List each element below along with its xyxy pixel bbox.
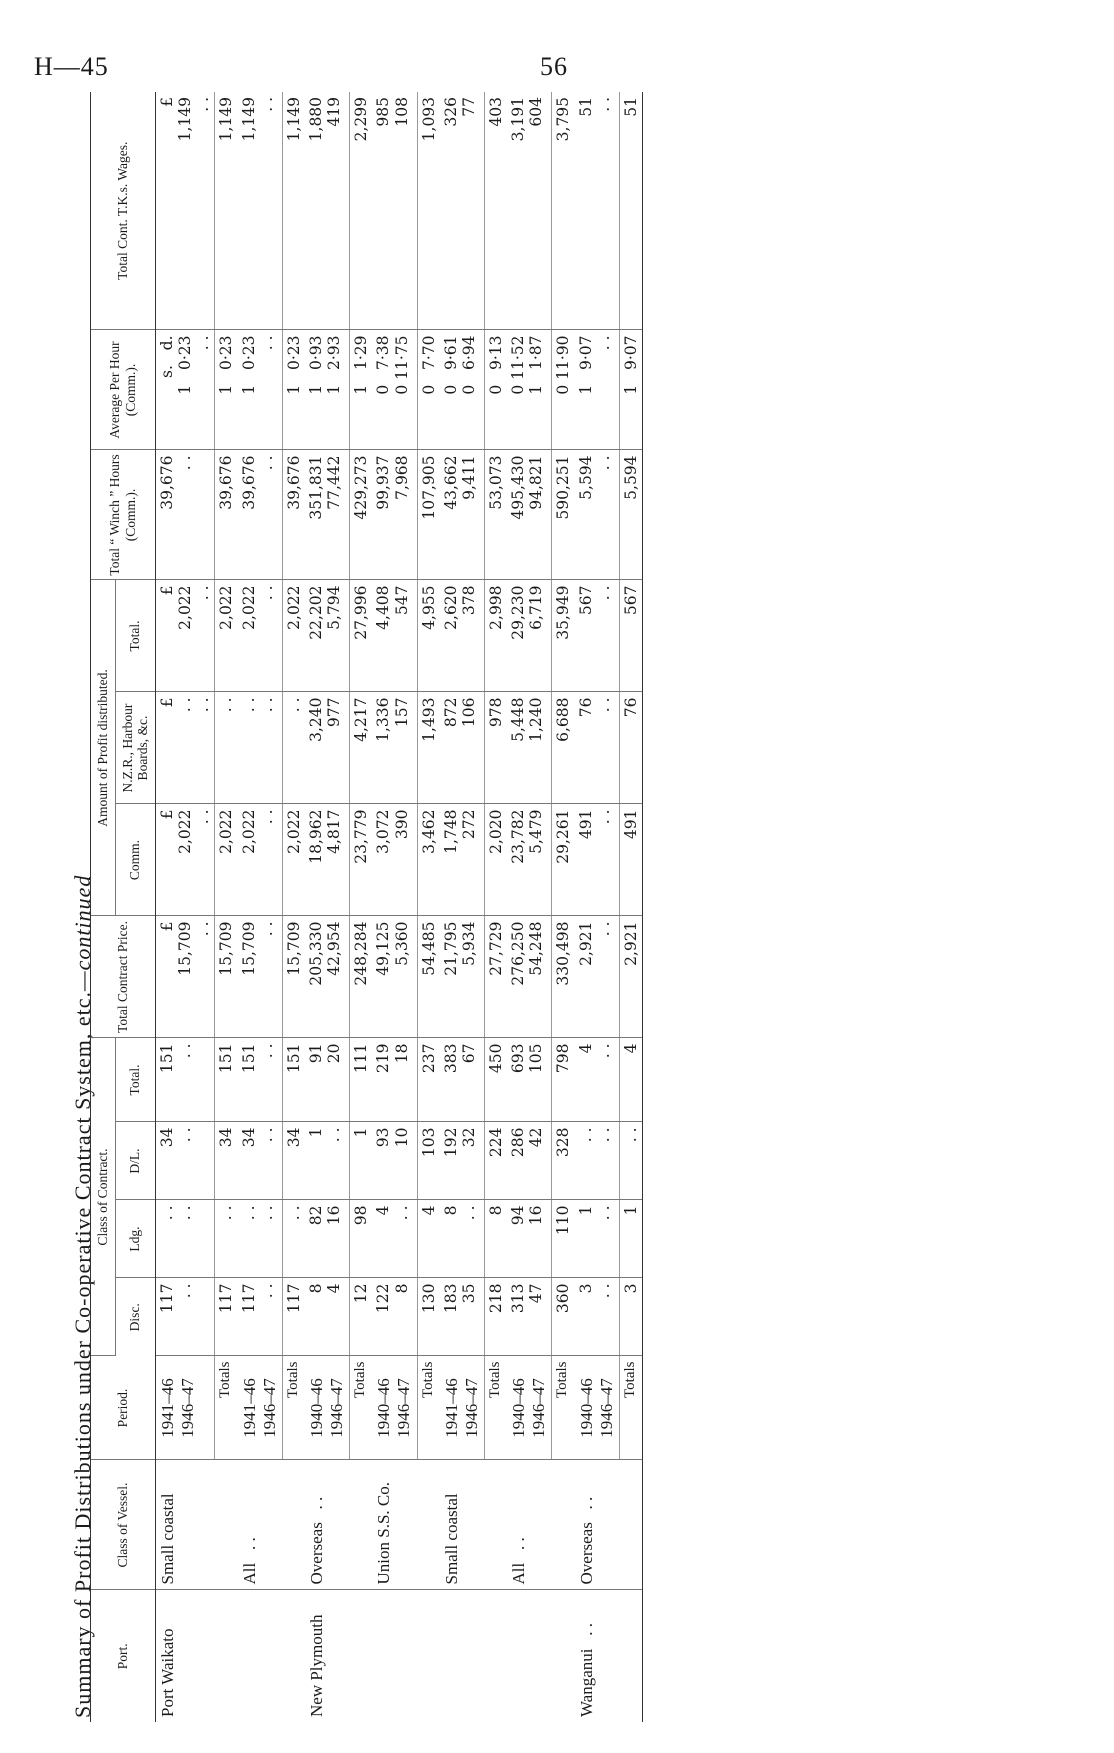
- cell-comm: 1,748 272: [440, 804, 485, 916]
- cell-period: 1941–46 1946–47: [440, 1356, 485, 1460]
- cell-wages: 51 . .: [575, 92, 620, 330]
- cell-price: 2,921: [619, 916, 642, 1038]
- cell-ptotal: 2,022: [215, 580, 238, 692]
- cell-comm: 3,462: [417, 804, 440, 916]
- cell-period: Totals: [619, 1356, 642, 1460]
- cell-winch: 39,676 . .: [155, 450, 215, 580]
- cell-period: 1940–46 1946–47: [575, 1356, 620, 1460]
- cell-ldg: . .: [215, 1200, 238, 1278]
- header-average-per-hour: Average Per Hour (Comm.).: [91, 330, 156, 450]
- cell-winch: 99,937 7,968: [372, 450, 417, 580]
- table-row: [372, 92, 417, 1722]
- cell-winch: 107,905: [417, 450, 440, 580]
- cell-disc: 117 . .: [238, 1278, 283, 1356]
- cell-price: £ 15,709 . .: [155, 916, 215, 1038]
- cell-ptotal: 2,620 378: [440, 580, 485, 692]
- page-number: 56: [540, 52, 568, 81]
- cell-disc: 117: [215, 1278, 238, 1356]
- cell-dl: . . . .: [575, 1122, 620, 1200]
- cell-period: Totals: [552, 1356, 575, 1460]
- cell-ptotal: 567 . .: [575, 580, 620, 692]
- cell-winch: 53,073: [484, 450, 507, 580]
- totals-row: [484, 92, 507, 1722]
- cell-price: 49,125 5,360: [372, 916, 417, 1038]
- cell-comm: 23,782 5,479: [507, 804, 552, 916]
- cell-port: [282, 1590, 305, 1722]
- header-profit-distributed: Amount of Profit distributed.: [91, 580, 116, 916]
- cell-ctotal: 798: [552, 1038, 575, 1122]
- cell-price: 15,709 . .: [238, 916, 283, 1038]
- cell-dl: 34: [215, 1122, 238, 1200]
- cell-avg: 1 1·29: [350, 330, 373, 450]
- cell-winch: 39,676: [282, 450, 305, 580]
- totals-row: [417, 92, 440, 1722]
- cell-comm: 491 . .: [575, 804, 620, 916]
- cell-price: 15,709: [215, 916, 238, 1038]
- table-row: [155, 92, 215, 1722]
- totals-row: [282, 92, 305, 1722]
- cell-port: [372, 1590, 417, 1722]
- header-nzr: N.Z.R., Harbour Boards, &c.: [115, 692, 155, 804]
- cell-comm: £ 2,022 . .: [155, 804, 215, 916]
- cell-dl: 34 . .: [238, 1122, 283, 1200]
- cell-ldg: 8: [484, 1200, 507, 1278]
- cell-nzr: . . . .: [238, 692, 283, 804]
- cell-port: [484, 1590, 507, 1722]
- profit-distribution-table: [90, 92, 643, 1722]
- cell-avg: 0 11·52 1 1·87: [507, 330, 552, 450]
- cell-port: Port Waikato: [157, 1628, 177, 1717]
- cell-vessel: Overseas . .: [305, 1460, 350, 1590]
- cell-port: [417, 1590, 440, 1722]
- header-class-total: Total.: [115, 1038, 155, 1122]
- cell-price: 276,250 54,248: [507, 916, 552, 1038]
- cell-nzr: 978: [484, 692, 507, 804]
- cell-wages: 403: [484, 92, 507, 330]
- cell-avg: 1 0·23 . .: [238, 330, 283, 450]
- cell-disc: 3: [619, 1278, 642, 1356]
- cell-disc: 117: [282, 1278, 305, 1356]
- cell-dl: 192 32: [440, 1122, 485, 1200]
- cell-nzr: 1,336 157: [372, 692, 417, 804]
- cell-ptotal: 567: [619, 580, 642, 692]
- cell-vessel: Union S.S. Co.: [372, 1460, 417, 1590]
- cell-avg: 1 9·07 . .: [575, 330, 620, 450]
- header-comm: Comm.: [115, 804, 155, 916]
- cell-nzr: 5,448 1,240: [507, 692, 552, 804]
- cell-wages: 1,149: [282, 92, 305, 330]
- cell-ptotal: 4,408 547: [372, 580, 417, 692]
- cell-port: [350, 1590, 373, 1722]
- cell-dl: 1: [350, 1122, 373, 1200]
- cell-dl: 93 10: [372, 1122, 417, 1200]
- cell-ctotal: 693 105: [507, 1038, 552, 1122]
- cell-nzr: 4,217: [350, 692, 373, 804]
- totals-row: [215, 92, 238, 1722]
- cell-ptotal: 29,230 6,719: [507, 580, 552, 692]
- cell-wages: 1,880 419: [305, 92, 350, 330]
- cell-nzr: 872 106: [440, 692, 485, 804]
- cell-comm: 3,072 390: [372, 804, 417, 916]
- caption-main: Summary of Profit Distributions under Co-operative Contract System, etc.: [70, 990, 95, 1718]
- cell-period: Totals: [484, 1356, 507, 1460]
- cell-disc: 360: [552, 1278, 575, 1356]
- cell-price: 54,485: [417, 916, 440, 1038]
- cell-disc: 183 35: [440, 1278, 485, 1356]
- cell-winch: 590,251: [552, 450, 575, 580]
- cell-port: [215, 1590, 238, 1722]
- cell-ptotal: 22,202 5,794: [305, 580, 350, 692]
- header-contract-price: Total Contract Price.: [91, 916, 156, 1038]
- cell-port: [619, 1590, 642, 1722]
- cell-ldg: 94 16: [507, 1200, 552, 1278]
- header-wages: Total Cont. T.K.s. Wages.: [91, 92, 156, 330]
- cell-ctotal: 151: [282, 1038, 305, 1122]
- cell-avg: 0 9·13: [484, 330, 507, 450]
- cell-ctotal: 383 67: [440, 1038, 485, 1122]
- cell-ctotal: 450: [484, 1038, 507, 1122]
- cell-avg: 1 0·93 1 2·93: [305, 330, 350, 450]
- cell-ctotal: 151 . .: [155, 1038, 215, 1122]
- cell-dl: 328: [552, 1122, 575, 1200]
- cell-ctotal: 111: [350, 1038, 373, 1122]
- cell-ctotal: 151 . .: [238, 1038, 283, 1122]
- totals-row: [619, 92, 642, 1722]
- cell-ctotal: 151: [215, 1038, 238, 1122]
- cell-period: Totals: [417, 1356, 440, 1460]
- cell-winch: 39,676 . .: [238, 450, 283, 580]
- cell-period: 1941–46 1946–47: [238, 1356, 283, 1460]
- cell-dl: 1 . .: [305, 1122, 350, 1200]
- cell-wages: 3,191 604: [507, 92, 552, 330]
- cell-price: 27,729: [484, 916, 507, 1038]
- cell-avg: 0 11·90: [552, 330, 575, 450]
- cell-vessel: [350, 1460, 373, 1590]
- totals-row: [552, 92, 575, 1722]
- cell-vessel: Overseas . .: [575, 1460, 620, 1590]
- cell-winch: 39,676: [215, 450, 238, 580]
- table-body: [155, 92, 642, 1722]
- cell-ctotal: 219 18: [372, 1038, 417, 1122]
- cell-ldg: 4 . .: [372, 1200, 417, 1278]
- header-period: Period.: [91, 1356, 156, 1460]
- cell-price: 15,709: [282, 916, 305, 1038]
- cell-comm: 2,022: [282, 804, 305, 916]
- cell-avg: 0 9·61 0 6·94: [440, 330, 485, 450]
- cell-disc: 122 8: [372, 1278, 417, 1356]
- cell-dl: 286 42: [507, 1122, 552, 1200]
- cell-wages: 2,299: [350, 92, 373, 330]
- cell-wages: 3,795: [552, 92, 575, 330]
- table-row: [507, 92, 552, 1722]
- cell-comm: 18,962 4,817: [305, 804, 350, 916]
- cell-vessel: [484, 1460, 507, 1590]
- header-profit-total: Total.: [115, 580, 155, 692]
- cell-wages: £ 1,149 . .: [155, 92, 215, 330]
- cell-avg: 0 7·38 0 11·75: [372, 330, 417, 450]
- cell-nzr: 3,240 977: [305, 692, 350, 804]
- cell-period: 1941–46 1946–47: [155, 1356, 215, 1460]
- cell-ctotal: 4 . .: [575, 1038, 620, 1122]
- cell-comm: 2,020: [484, 804, 507, 916]
- cell-ldg: 8 . .: [440, 1200, 485, 1278]
- cell-winch: 43,662 9,411: [440, 450, 485, 580]
- cell-wages: 1,149: [215, 92, 238, 330]
- table-row: [238, 92, 283, 1722]
- cell-ptotal: £ 2,022 . .: [155, 580, 215, 692]
- totals-row: [350, 92, 373, 1722]
- cell-disc: 218: [484, 1278, 507, 1356]
- cell-price: 2,921 . .: [575, 916, 620, 1038]
- cell-vessel: Small coastal: [440, 1460, 485, 1590]
- cell-price: 205,330 42,954: [305, 916, 350, 1038]
- cell-disc: 313 47: [507, 1278, 552, 1356]
- cell-ldg: 1: [619, 1200, 642, 1278]
- table-row: [575, 92, 620, 1722]
- cell-port: [440, 1590, 485, 1722]
- cell-ldg: 110: [552, 1200, 575, 1278]
- cell-avg: 0 7·70: [417, 330, 440, 450]
- cell-winch: 429,273: [350, 450, 373, 580]
- cell-dl: . .: [619, 1122, 642, 1200]
- cell-ctotal: 237: [417, 1038, 440, 1122]
- table-row: [440, 92, 485, 1722]
- cell-vessel: All . .: [507, 1460, 552, 1590]
- header-port: Port.: [91, 1590, 156, 1722]
- cell-ldg: 98: [350, 1200, 373, 1278]
- cell-nzr: 1,493: [417, 692, 440, 804]
- cell-nzr: 6,688: [552, 692, 575, 804]
- cell-ldg: 82 16: [305, 1200, 350, 1278]
- cell-wages: 1,093: [417, 92, 440, 330]
- page-code: H—45: [34, 52, 109, 81]
- table-row: [305, 92, 350, 1722]
- cell-winch: 5,594: [619, 450, 642, 580]
- cell-nzr: . .: [215, 692, 238, 804]
- cell-comm: 2,022 . .: [238, 804, 283, 916]
- cell-comm: 29,261: [552, 804, 575, 916]
- cell-ctotal: 4: [619, 1038, 642, 1122]
- cell-dl: 103: [417, 1122, 440, 1200]
- cell-nzr: £ . . . .: [155, 692, 215, 804]
- cell-port: [238, 1590, 283, 1722]
- cell-period: 1940–46 1946–47: [507, 1356, 552, 1460]
- cell-vessel: [215, 1460, 238, 1590]
- header-disc: Disc.: [115, 1278, 155, 1356]
- header-class-of-contract: Class of Contract.: [91, 1038, 116, 1356]
- cell-winch: 495,430 94,821: [507, 450, 552, 580]
- cell-comm: 491: [619, 804, 642, 916]
- cell-nzr: . .: [282, 692, 305, 804]
- cell-ldg: . . . .: [155, 1200, 215, 1278]
- cell-winch: 351,831 77,442: [305, 450, 350, 580]
- cell-ptotal: 4,955: [417, 580, 440, 692]
- cell-period: 1940–46 1946–47: [305, 1356, 350, 1460]
- cell-ldg: 1 . .: [575, 1200, 620, 1278]
- cell-port: Wanganui . .: [576, 1623, 596, 1717]
- cell-disc: 117 . .: [155, 1278, 215, 1356]
- cell-wages: 51: [619, 92, 642, 330]
- cell-wages: 1,149 . .: [238, 92, 283, 330]
- cell-ldg: 4: [417, 1200, 440, 1278]
- cell-port: New Plymouth: [307, 1614, 327, 1717]
- cell-port: [552, 1590, 575, 1722]
- cell-ldg: . . . .: [238, 1200, 283, 1278]
- cell-ldg: . .: [282, 1200, 305, 1278]
- cell-nzr: 76: [619, 692, 642, 804]
- cell-comm: 23,779: [350, 804, 373, 916]
- cell-ptotal: 2,022 . .: [238, 580, 283, 692]
- cell-price: 21,795 5,934: [440, 916, 485, 1038]
- cell-dl: 34 . .: [155, 1122, 215, 1200]
- cell-period: Totals: [350, 1356, 373, 1460]
- cell-disc: 3 . .: [575, 1278, 620, 1356]
- caption-continued: —continued: [70, 874, 95, 991]
- cell-vessel: [552, 1460, 575, 1590]
- cell-period: Totals: [215, 1356, 238, 1460]
- cell-vessel: All . .: [238, 1460, 283, 1590]
- cell-dl: 34: [282, 1122, 305, 1200]
- cell-price: 330,498: [552, 916, 575, 1038]
- cell-avg: 1 0·23: [282, 330, 305, 450]
- cell-period: 1940–46 1946–47: [372, 1356, 417, 1460]
- cell-nzr: 76 . .: [575, 692, 620, 804]
- header-winch-hours: Total “ Winch ” Hours (Comm.).: [91, 450, 156, 580]
- cell-comm: 2,022: [215, 804, 238, 916]
- cell-vessel: [619, 1460, 642, 1590]
- cell-ctotal: 91 20: [305, 1038, 350, 1122]
- header-dl: D/L.: [115, 1122, 155, 1200]
- header-vessel: Class of Vessel.: [91, 1460, 156, 1590]
- cell-vessel: [282, 1460, 305, 1590]
- cell-wages: 985 108: [372, 92, 417, 330]
- rotated-table-container: [90, 92, 1072, 1722]
- cell-wages: 326 77: [440, 92, 485, 330]
- header-ldg: Ldg.: [115, 1200, 155, 1278]
- cell-dl: 224: [484, 1122, 507, 1200]
- cell-ptotal: 35,949: [552, 580, 575, 692]
- cell-disc: 130: [417, 1278, 440, 1356]
- cell-price: 248,284: [350, 916, 373, 1038]
- cell-ptotal: 27,996: [350, 580, 373, 692]
- cell-avg: s. d. 1 0·23 . .: [155, 330, 215, 450]
- cell-port: [507, 1590, 552, 1722]
- cell-disc: 8 4: [305, 1278, 350, 1356]
- cell-avg: 1 9·07: [619, 330, 642, 450]
- cell-winch: 5,594 . .: [575, 450, 620, 580]
- cell-avg: 1 0·23: [215, 330, 238, 450]
- cell-disc: 12: [350, 1278, 373, 1356]
- cell-vessel: [417, 1460, 440, 1590]
- cell-ptotal: 2,998: [484, 580, 507, 692]
- cell-period: Totals: [282, 1356, 305, 1460]
- cell-ptotal: 2,022: [282, 580, 305, 692]
- cell-vessel: Small coastal: [155, 1460, 215, 1590]
